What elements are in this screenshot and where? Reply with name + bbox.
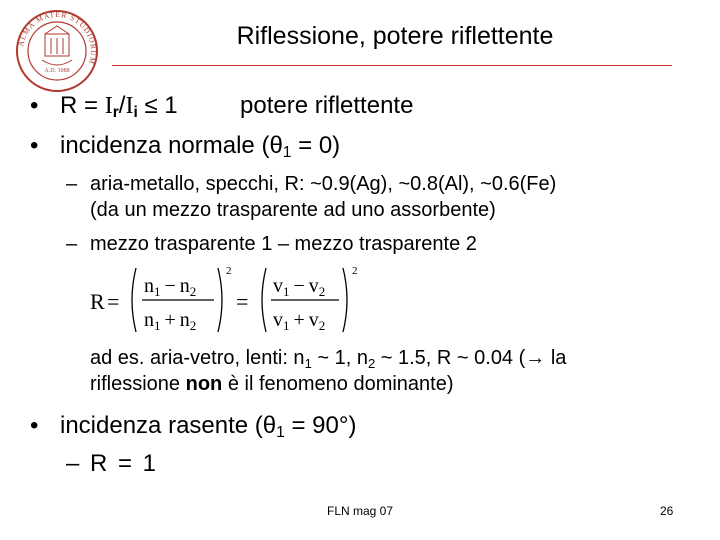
university-seal-logo [14, 8, 100, 94]
text-r-equals: R = [60, 92, 105, 119]
text-le-one: ≤ 1 [137, 92, 178, 119]
formula-n1-top: $n_1 - n_2$ [144, 275, 197, 299]
example-text-d: riflessione [90, 373, 186, 395]
seal-ring-text: ALMA MATER STUDIORUM [16, 9, 99, 66]
bullet-normal-incidence [60, 132, 340, 160]
title-divider [112, 65, 672, 66]
sub-theta-1: 1 [282, 144, 292, 161]
formula-v-bottom: $v_1 + v_2$ [273, 309, 326, 333]
exponent-2: 2 [352, 265, 358, 277]
formula-eq-2: = [236, 289, 249, 314]
example-sub-2: 2 [367, 356, 376, 371]
symbol-ir: I [104, 93, 113, 119]
text-grazing-incidence: incidenza rasente (θ [60, 412, 277, 439]
example-line-1 [90, 346, 566, 370]
example-sub-1: 1 [304, 356, 312, 371]
reflectance-formula [90, 262, 370, 338]
formula-v-top: $v_1 - v_2$ [273, 275, 326, 299]
example-text-a: ad es. aria-vetro, lenti: n [90, 347, 305, 369]
reflectance-label: potere riflettente [240, 92, 414, 119]
formula-eq-1: = [107, 289, 120, 314]
sub-bullet-marker-3: – [66, 450, 80, 477]
seal-year-text: A.D. 1088 [44, 68, 70, 74]
symbol-ii: I [125, 93, 134, 119]
formula-lhs: R [90, 289, 105, 314]
example-line-2 [90, 372, 454, 396]
slash: / [118, 92, 126, 119]
paren-right-1 [218, 268, 222, 332]
text-normal-incidence: incidenza normale (θ [60, 132, 283, 159]
bullet-marker-1: • [30, 92, 39, 119]
paren-left-1 [132, 268, 136, 332]
slide-title-text: Riflessione, potere riflettente [236, 22, 554, 50]
sub-bullet-marker-2: – [66, 233, 78, 255]
paren-right-2 [343, 268, 347, 332]
exponent-1: 2 [226, 265, 232, 277]
bullet-marker-3: • [30, 412, 39, 439]
formula-n-bottom: $n_1 + n_2$ [144, 309, 197, 333]
page-number: 26 [660, 504, 674, 518]
sub-bullet-marker-1: – [66, 173, 78, 195]
example-text-b: ~ 1, n [311, 347, 368, 369]
footer-center-text: FLN mag 07 [326, 504, 394, 518]
example-bold-non: non [185, 373, 223, 395]
slide-title [0, 22, 720, 51]
example-text-c: ~ 1.5, R ~ 0.04 (→ la [375, 347, 567, 369]
bullet-grazing-incidence [60, 412, 356, 440]
text-ninety: = 90°) [284, 412, 357, 439]
sub-theta-1-b: 1 [276, 424, 285, 441]
example-text-e: è il fenomeno dominante) [222, 373, 454, 395]
bullet-marker-2: • [30, 132, 39, 159]
sub-bullet-r-equals-one: R = 1 [90, 450, 159, 477]
sub-bullet-transparent-media: mezzo trasparente 1 – mezzo trasparente 2 [90, 233, 477, 255]
sub-bullet-metal-line1: aria-metallo, specchi, R: ~0.9(Ag), ~0.8(Al), ~0.6(Fe) [90, 173, 557, 195]
text-equals-zero: = 0) [291, 132, 341, 159]
bullet-reflectance-definition [60, 92, 178, 120]
paren-left-2 [262, 268, 266, 332]
sub-bullet-metal-line2: (da un mezzo trasparente ad uno assorbente) [90, 199, 496, 221]
sub-r: r [112, 104, 119, 121]
sub-i: i [133, 104, 138, 121]
